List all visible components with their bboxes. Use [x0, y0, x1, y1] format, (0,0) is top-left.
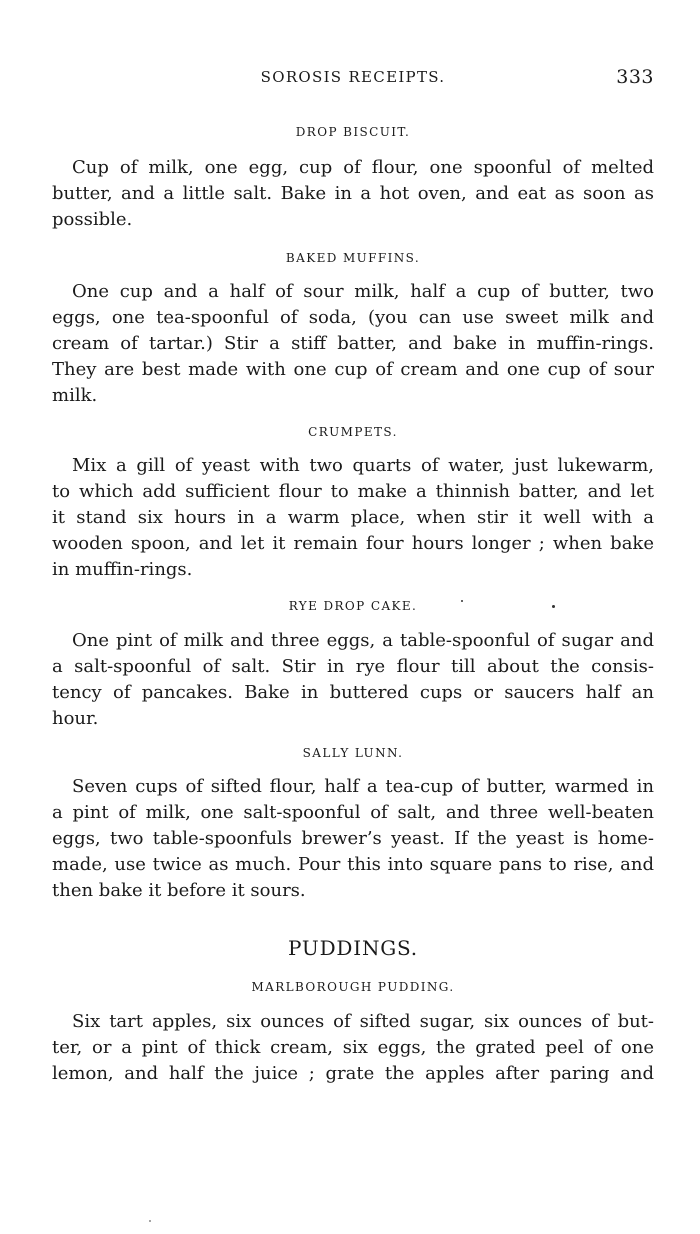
recipe-body-marlborough-pudding: [52, 1009, 654, 1087]
recipe-body-rye-drop-cake: [52, 628, 654, 732]
recipe-title-baked-muffins: BAKED MUFFINS.: [285, 251, 421, 265]
text-line: milk.: [52, 385, 98, 406]
text-line: eggs, two table-spoonfuls brewer’s yeast. If the yeast is home-: [52, 828, 654, 849]
recipe-title-crumpets: CRUMPETS.: [308, 425, 398, 439]
recipe-title-marlborough-pudding: MARLBOROUGH PUDDING.: [251, 980, 455, 994]
text-line: Six tart apples, six ounces of sifted sugar, six ounces of but-: [72, 1011, 654, 1032]
text-line: made, use twice as much. Pour this into square pans to rise, and: [52, 854, 654, 875]
print-speck: [552, 605, 555, 608]
text-line: Cup of milk, one egg, cup of flour, one spoonful of melted: [72, 157, 654, 178]
text-line: a pint of milk, one salt-spoonful of salt, and three well-beaten: [52, 802, 654, 823]
text-line: tency of pancakes. Bake in buttered cups or saucers half an: [52, 682, 654, 703]
recipe-body-sally-lunn: [52, 774, 654, 904]
text-line: Mix a gill of yeast with two quarts of water, just lukewarm,: [72, 455, 654, 476]
page-number: 333: [616, 66, 654, 88]
text-line: Seven cups of sifted flour, half a tea-cup of butter, warmed in: [72, 776, 654, 797]
text-line: possible.: [52, 209, 133, 230]
print-speck: [461, 600, 463, 602]
recipe-body-drop-biscuit: [52, 155, 654, 233]
section-title-puddings: PUDDINGS.: [288, 936, 418, 960]
print-speck: [149, 1220, 151, 1222]
text-line: One cup and a half of sour milk, half a cup of butter, two: [72, 281, 654, 302]
text-line: it stand six hours in a warm place, when stir it well with a: [52, 507, 654, 528]
text-line: cream of tartar.) Stir a stiff batter, and bake in muffin-rings.: [52, 333, 654, 354]
text-line: hour.: [52, 708, 99, 729]
text-line: a salt-spoonful of salt. Stir in rye flour till about the consis-: [52, 656, 654, 677]
text-line: butter, and a little salt. Bake in a hot oven, and eat as soon as: [52, 183, 654, 204]
text-line: then bake it before it sours.: [52, 880, 306, 901]
text-line: lemon, and half the juice ; grate the apples after paring and: [52, 1063, 654, 1084]
text-line: in muffin-rings.: [52, 559, 193, 580]
recipe-body-crumpets: [52, 453, 654, 583]
running-head: [52, 66, 654, 90]
text-line: wooden spoon, and let it remain four hours longer ; when bake: [52, 533, 654, 554]
text-line: to which add sufficient flour to make a thinnish batter, and let: [52, 481, 654, 502]
text-line: ter, or a pint of thick cream, six eggs, the grated peel of one: [52, 1037, 654, 1058]
recipe-title-rye-drop-cake: RYE DROP CAKE.: [288, 599, 418, 613]
recipe-title-drop-biscuit: DROP BISCUIT.: [295, 125, 411, 139]
text-line: One pint of milk and three eggs, a table-spoonful of sugar and: [72, 630, 654, 651]
recipe-title-sally-lunn: SALLY LUNN.: [302, 746, 404, 760]
text-line: They are best made with one cup of cream and one cup of sour: [52, 359, 654, 380]
text-line: eggs, one tea-spoonful of soda, (you can use sweet milk and: [52, 307, 654, 328]
recipe-body-baked-muffins: [52, 279, 654, 409]
running-title: SOROSIS RECEIPTS.: [260, 68, 446, 86]
